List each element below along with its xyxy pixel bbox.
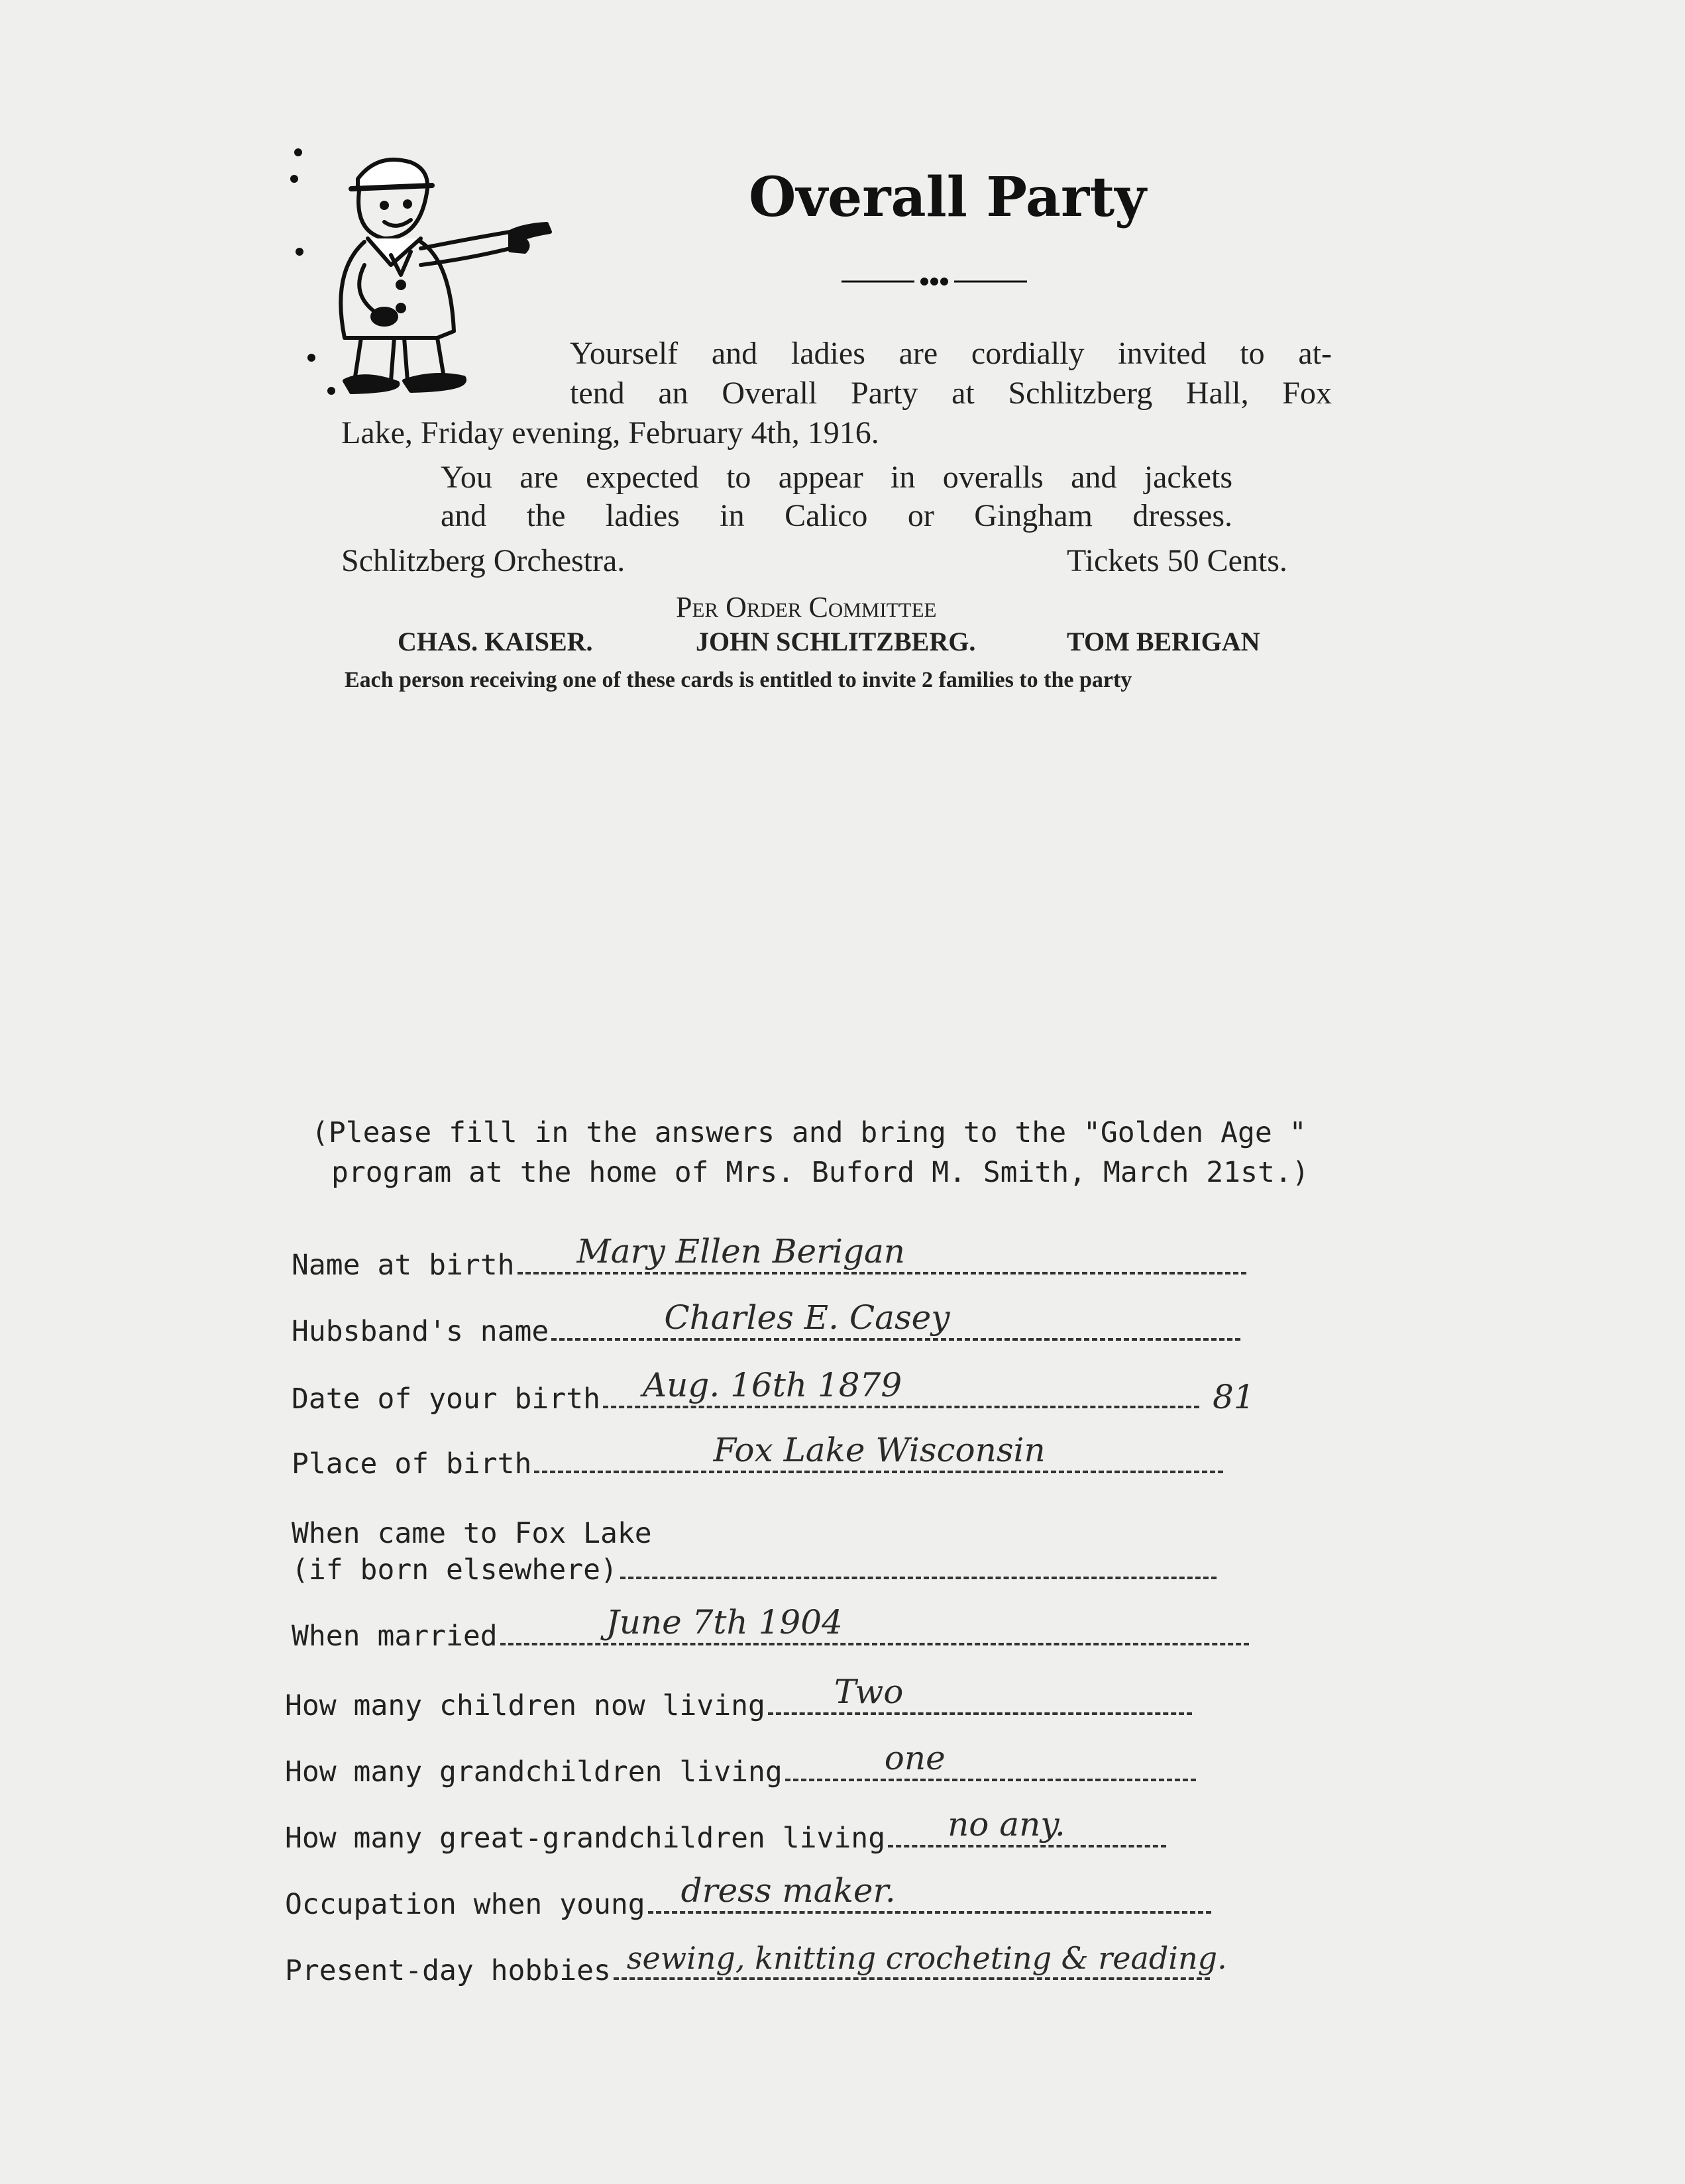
- handwritten-answer: no any.: [948, 1805, 1065, 1844]
- field-husbands-name: [292, 1298, 1240, 1348]
- attire-line-2: and the ladies in Calico or Gingham dresses.: [441, 498, 1232, 533]
- ticket-price-text: Tickets 50 Cents.: [1067, 543, 1287, 578]
- committee-member: TOM BERIGAN: [1067, 627, 1260, 656]
- ornament-divider: [842, 275, 1027, 288]
- answer-line[interactable]: [888, 1805, 1166, 1847]
- handwritten-answer: Charles E. Casey: [664, 1298, 950, 1337]
- field-label: Present-day hobbies: [285, 1954, 611, 1987]
- invitation-line-3: Lake, Friday evening, February 4th, 1916.: [341, 415, 879, 450]
- field-when-came-to-fox-lake: [292, 1550, 1217, 1586]
- field-date-of-birth: [292, 1366, 1255, 1416]
- field-label: How many great-grandchildren living: [285, 1822, 886, 1855]
- field-label: How many children now living: [285, 1689, 765, 1722]
- answer-line[interactable]: [648, 1871, 1211, 1914]
- answer-line[interactable]: [620, 1550, 1217, 1579]
- committee-member: JOHN SCHLITZBERG.: [696, 627, 976, 656]
- handwritten-answer: sewing, knitting crocheting & reading.: [626, 1940, 1227, 1976]
- field-label: Name at birth: [292, 1249, 515, 1282]
- pointing-man-illustration: [285, 139, 563, 404]
- attire-line-1: You are expected to appear in overalls and jackets: [441, 460, 1232, 495]
- handwritten-answer: Aug. 16th 1879: [643, 1366, 902, 1404]
- answer-line[interactable]: [500, 1603, 1249, 1645]
- field-label: When came to Fox Lake: [292, 1517, 652, 1550]
- answer-line[interactable]: [517, 1232, 1246, 1274]
- field-occupation-when-young: [285, 1871, 1211, 1921]
- field-present-day-hobbies: [285, 1940, 1227, 1987]
- party-title: Overall Party: [749, 166, 1146, 229]
- handwritten-answer: Two: [834, 1673, 904, 1711]
- field-when-married: [292, 1603, 1249, 1653]
- field-grandchildren-living: [285, 1739, 1196, 1789]
- handwritten-answer: one: [884, 1739, 946, 1777]
- field-label: When married: [292, 1620, 498, 1653]
- handwritten-answer: Mary Ellen Berigan: [576, 1232, 906, 1271]
- answer-line[interactable]: [785, 1739, 1196, 1781]
- field-label: Place of birth: [292, 1447, 532, 1481]
- field-place-of-birth: [292, 1431, 1223, 1481]
- invitation-footnote: Each person receiving one of these cards is entitled to invite 2 families to the party: [345, 668, 1132, 692]
- handwritten-answer: Fox Lake Wisconsin: [713, 1431, 1046, 1469]
- field-label: (if born elsewhere): [292, 1553, 618, 1586]
- answer-line[interactable]: [551, 1298, 1240, 1341]
- handwritten-answer: dress maker.: [680, 1871, 896, 1910]
- committee-heading: Per Order Committee: [676, 591, 937, 623]
- committee-member: CHAS. KAISER.: [398, 627, 593, 656]
- answer-line[interactable]: [534, 1431, 1223, 1473]
- answer-line[interactable]: [768, 1673, 1192, 1715]
- margin-note-age: 81: [1213, 1378, 1255, 1416]
- field-name-at-birth: [292, 1232, 1246, 1282]
- field-children-living: [285, 1673, 1192, 1722]
- invitation-line-2: tend an Overall Party at Schlitzberg Hall, Fox: [570, 376, 1332, 411]
- field-label: Hubsband's name: [292, 1315, 549, 1348]
- instructions-line-1: (Please fill in the answers and bring to the "Golden Age ": [311, 1116, 1307, 1149]
- field-label: How many grandchildren living: [285, 1755, 783, 1789]
- answer-line[interactable]: [603, 1366, 1199, 1408]
- handwritten-answer: June 7th 1904: [606, 1603, 843, 1641]
- field-label: Occupation when young: [285, 1888, 645, 1921]
- answer-line[interactable]: [614, 1940, 1227, 1980]
- field-label: Date of your birth: [292, 1382, 600, 1416]
- invitation-line-1: Yourself and ladies are cordially invited to at-: [570, 336, 1332, 371]
- field-great-grandchildren-living: [285, 1805, 1166, 1855]
- orchestra-text: Schlitzberg Orchestra.: [341, 543, 625, 578]
- instructions-line-2: program at the home of Mrs. Buford M. Smith, March 21st.): [331, 1156, 1309, 1189]
